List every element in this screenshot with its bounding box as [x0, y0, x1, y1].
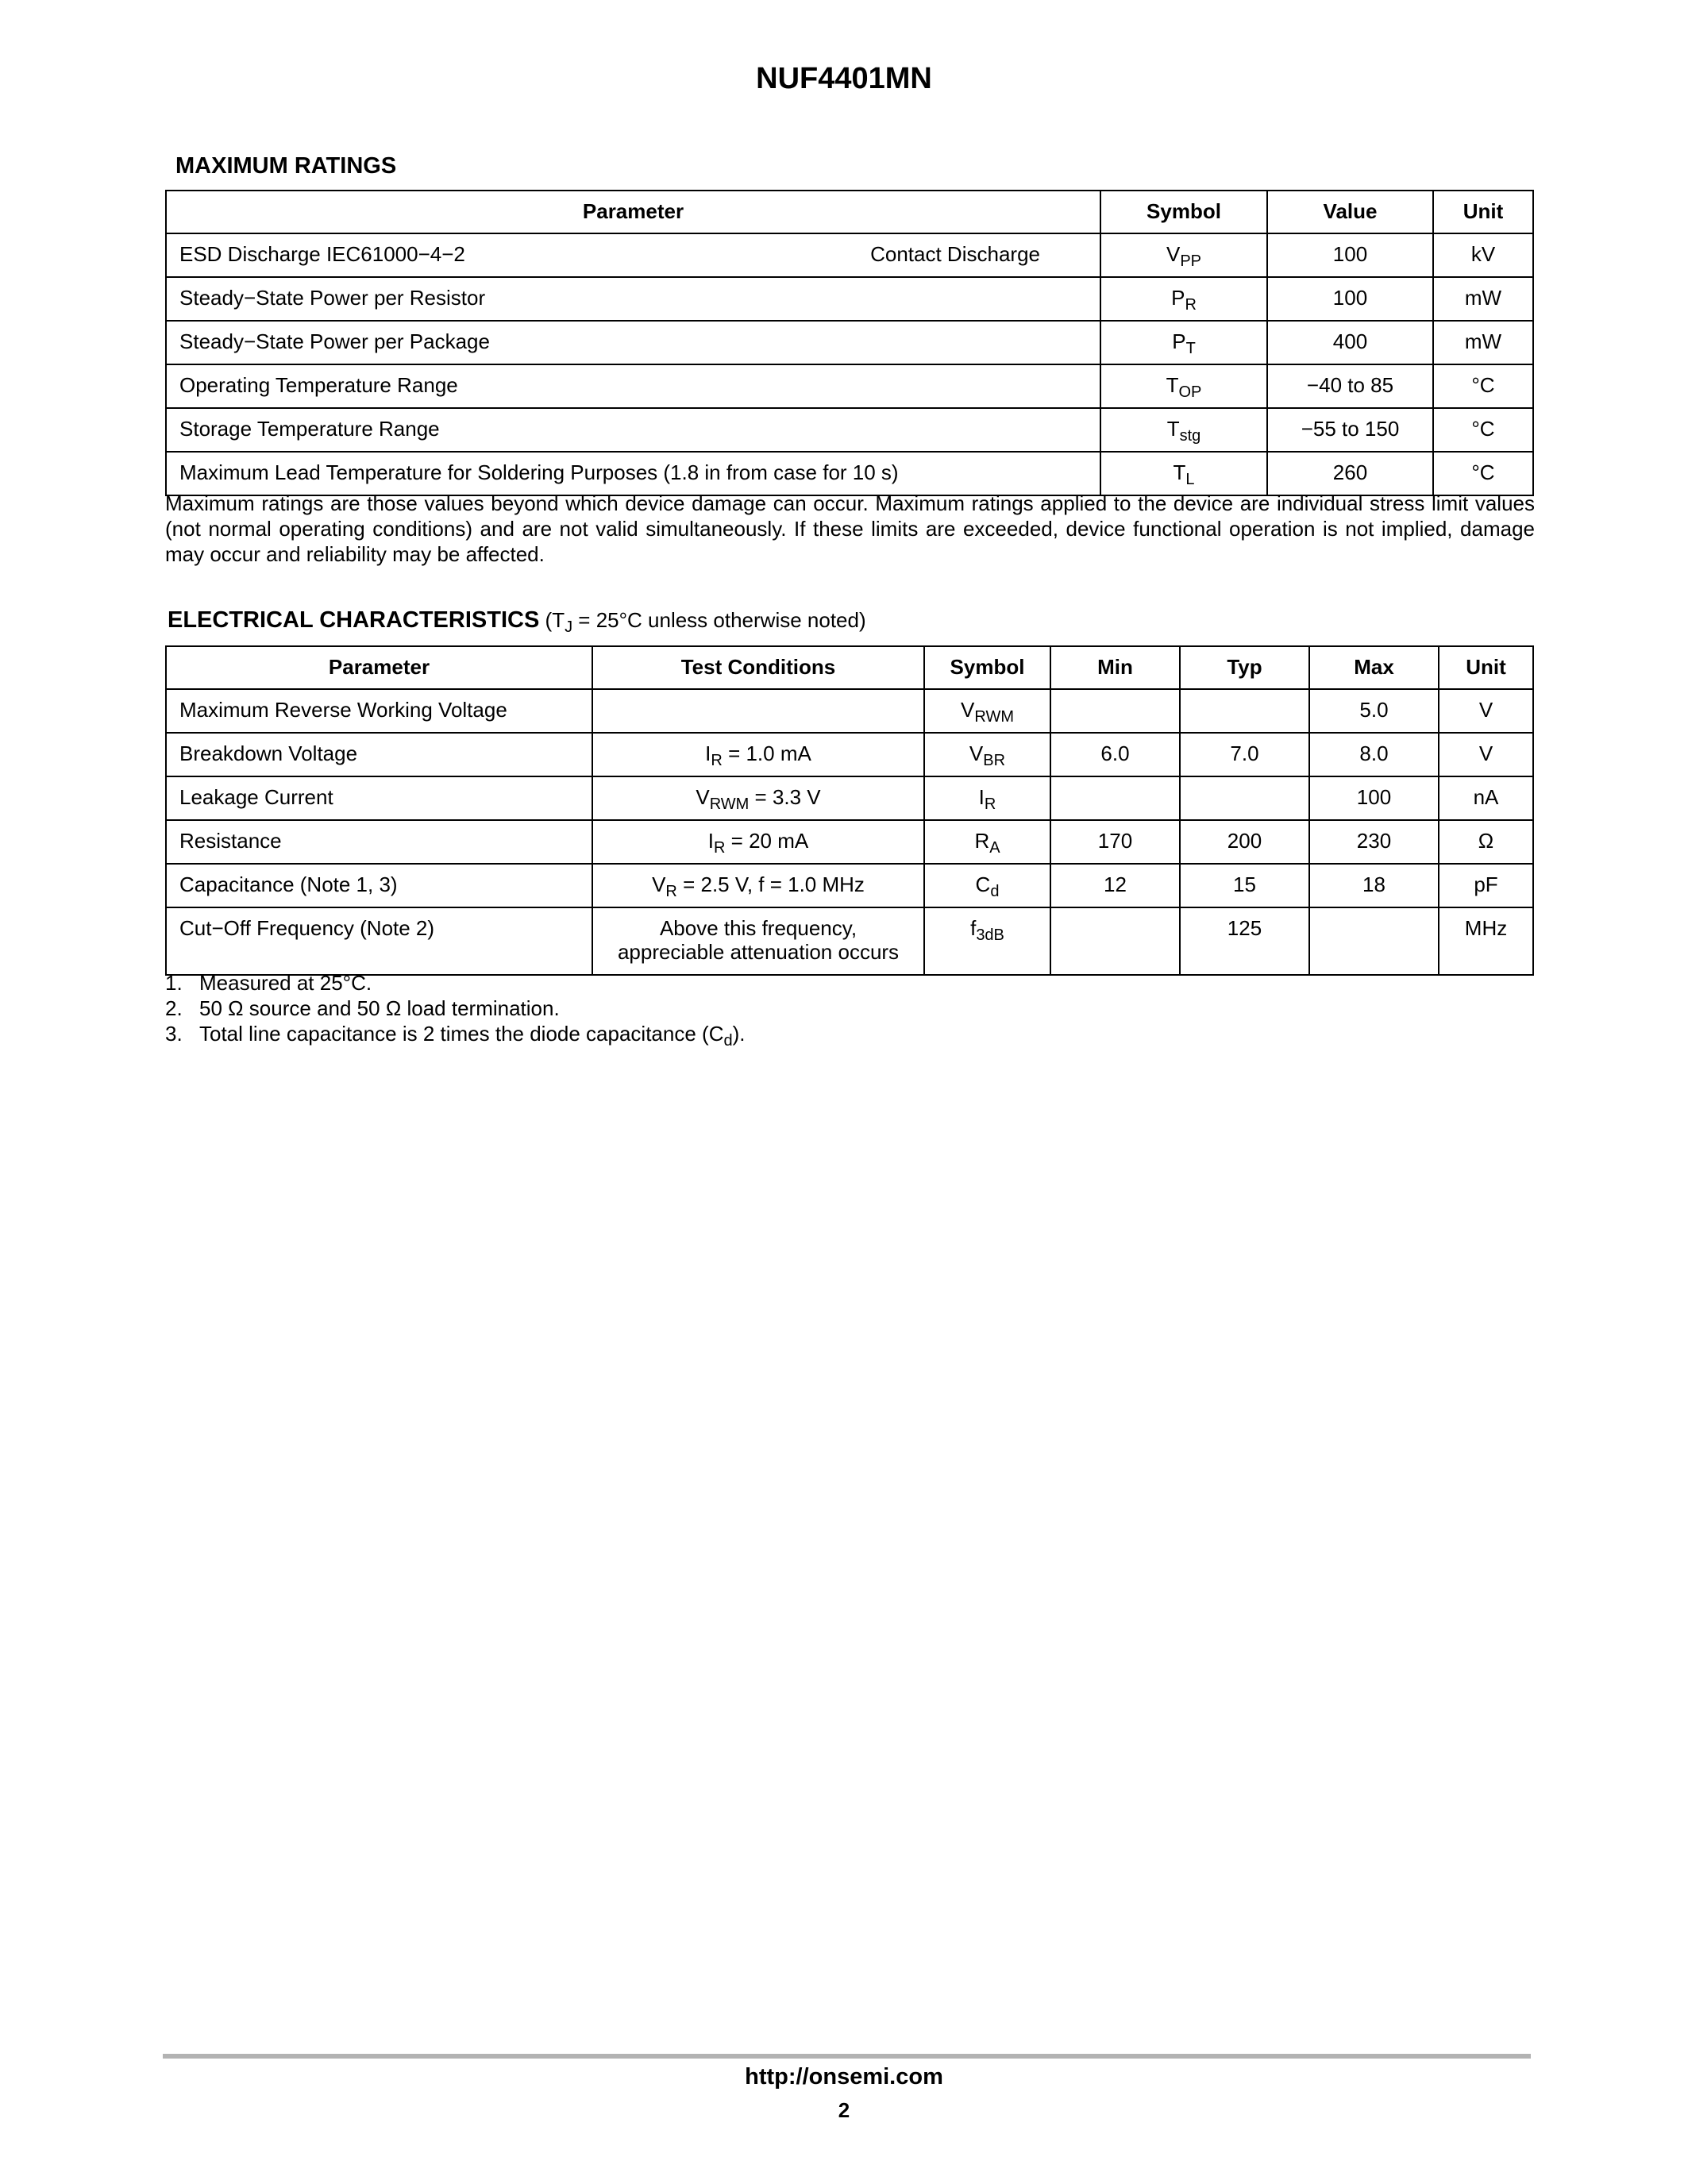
parameter-cell: Leakage Current	[166, 776, 592, 820]
unit-cell: nA	[1439, 776, 1533, 820]
symbol-text: V	[1166, 242, 1181, 266]
symbol-subscript: d	[990, 883, 1000, 900]
table-row	[166, 907, 1533, 975]
ec-heading-condition	[539, 608, 866, 636]
table-row	[166, 689, 1533, 733]
symbol-subscript: T	[1185, 340, 1196, 357]
table-header-row	[166, 191, 1533, 233]
symbol-text: I	[978, 785, 985, 809]
symbol-subscript: R	[1185, 296, 1197, 314]
typ-cell	[1180, 776, 1309, 820]
test-condition-text: = 20 mA	[725, 829, 809, 853]
electrical-characteristics-table	[165, 645, 1534, 976]
parameter-cell: Storage Temperature Range	[166, 408, 1100, 452]
max-cell: 100	[1309, 776, 1439, 820]
parameter-cell: Steady−State Power per Package	[166, 321, 1100, 364]
symbol-subscript: A	[989, 839, 1000, 857]
max-ratings-note: Maximum ratings are those values beyond which device damage can occur. Maximum ratings applied to the device are individual stress limit values (not normal operating conditions) and are not valid simultaneously. If these limits are exceeded, device functional operation is not implied, damage may occur and reliability may be affected.	[165, 491, 1535, 566]
table-row	[166, 733, 1533, 776]
symbol-text: T	[1166, 373, 1179, 397]
symbol-subscript: stg	[1179, 427, 1201, 445]
symbol-text: C	[975, 872, 991, 896]
footnote-text: Measured at 25°C.	[199, 971, 372, 995]
max-cell: 18	[1309, 864, 1439, 907]
test-condition-text: = 3.3 V	[749, 785, 821, 809]
column-header: Value	[1267, 191, 1433, 233]
symbol-text: T	[1173, 460, 1186, 484]
max-ratings-table	[165, 190, 1534, 496]
typ-cell: 125	[1180, 907, 1309, 975]
symbol-subscript: 3dB	[976, 926, 1004, 944]
test-condition-cell	[592, 864, 924, 907]
column-header: Unit	[1433, 191, 1533, 233]
parameter-cell: Steady−State Power per Resistor	[166, 277, 1100, 321]
column-header: Min	[1050, 646, 1180, 689]
footnote	[165, 996, 746, 1021]
symbol-cell	[1100, 364, 1267, 408]
unit-cell: mW	[1433, 277, 1533, 321]
page-title: NUF4401MN	[756, 62, 932, 95]
symbol-cell	[1100, 277, 1267, 321]
max-cell	[1309, 907, 1439, 975]
footnote	[165, 1021, 746, 1050]
min-cell	[1050, 689, 1180, 733]
table-row	[166, 277, 1533, 321]
symbol-cell	[924, 907, 1050, 975]
symbol-text: P	[1172, 329, 1186, 353]
unit-cell: mW	[1433, 321, 1533, 364]
unit-cell: °C	[1433, 408, 1533, 452]
parameter-text: ESD Discharge IEC61000−4−2	[179, 242, 465, 266]
parameter-cell: Resistance	[166, 820, 592, 864]
typ-cell: 200	[1180, 820, 1309, 864]
value-cell: −40 to 85	[1267, 364, 1433, 408]
test-condition-symbol: I	[705, 741, 711, 765]
test-condition-line: Above this frequency,	[659, 916, 857, 940]
max-cell: 230	[1309, 820, 1439, 864]
ec-condition-subscript: J	[565, 618, 573, 636]
table-row	[166, 820, 1533, 864]
footnote-number: 2.	[165, 996, 183, 1020]
table-row	[166, 364, 1533, 408]
unit-cell: pF	[1439, 864, 1533, 907]
test-condition-cell	[592, 733, 924, 776]
test-condition-symbol: V	[696, 785, 710, 809]
symbol-cell	[1100, 452, 1267, 495]
symbol-cell	[1100, 233, 1267, 277]
symbol-subscript: R	[984, 795, 996, 813]
parameter-cell: Operating Temperature Range	[166, 364, 1100, 408]
symbol-cell	[924, 733, 1050, 776]
table-header-row	[166, 646, 1533, 689]
test-condition-line: appreciable attenuation occurs	[617, 940, 900, 964]
parameter-cell: Maximum Reverse Working Voltage	[166, 689, 592, 733]
test-condition-cell	[592, 776, 924, 820]
footer-url[interactable]: http://onsemi.com	[745, 2064, 943, 2090]
test-condition-symbol: V	[652, 872, 666, 896]
symbol-subscript: L	[1185, 471, 1195, 488]
test-condition-subscript: R	[665, 883, 677, 900]
table-row	[166, 776, 1533, 820]
column-header: Test Conditions	[592, 646, 924, 689]
symbol-subscript: RWM	[974, 708, 1014, 726]
column-header: Typ	[1180, 646, 1309, 689]
footnotes	[165, 970, 746, 1050]
typ-cell	[1180, 689, 1309, 733]
symbol-text: V	[961, 698, 975, 722]
test-condition-cell	[592, 689, 924, 733]
symbol-cell	[1100, 321, 1267, 364]
footnote-text: Total line capacitance is 2 times the diode capacitance (C	[199, 1022, 724, 1046]
unit-cell: V	[1439, 733, 1533, 776]
test-condition-subscript: R	[714, 839, 726, 857]
value-cell: 260	[1267, 452, 1433, 495]
symbol-cell	[1100, 408, 1267, 452]
page-number: 2	[838, 2098, 850, 2122]
unit-cell: °C	[1433, 452, 1533, 495]
value-cell: −55 to 150	[1267, 408, 1433, 452]
ec-condition-text: = 25°C unless otherwise noted)	[572, 608, 866, 632]
column-header: Parameter	[166, 191, 1100, 233]
column-header: Symbol	[1100, 191, 1267, 233]
symbol-cell	[924, 864, 1050, 907]
table-row	[166, 233, 1533, 277]
value-cell: 400	[1267, 321, 1433, 364]
symbol-cell	[924, 776, 1050, 820]
symbol-cell	[924, 689, 1050, 733]
test-condition-cell	[592, 820, 924, 864]
footnote	[165, 970, 746, 996]
test-condition-text: = 2.5 V, f = 1.0 MHz	[676, 872, 865, 896]
max-cell: 5.0	[1309, 689, 1439, 733]
test-condition-subscript: RWM	[709, 795, 750, 813]
unit-cell: °C	[1433, 364, 1533, 408]
column-header: Parameter	[166, 646, 592, 689]
parameter-cell: Cut−Off Frequency (Note 2)	[166, 907, 592, 975]
column-header: Symbol	[924, 646, 1050, 689]
unit-cell: MHz	[1439, 907, 1533, 975]
symbol-subscript: OP	[1178, 383, 1202, 401]
min-cell	[1050, 776, 1180, 820]
test-condition-symbol: I	[707, 829, 714, 853]
symbol-subscript: PP	[1180, 252, 1202, 270]
symbol-subscript: BR	[983, 752, 1006, 769]
symbol-cell	[924, 820, 1050, 864]
footnote-subscript: d	[723, 1032, 733, 1050]
table-row	[166, 452, 1533, 495]
max-ratings-heading: MAXIMUM RATINGS	[175, 153, 397, 179]
unit-cell: Ω	[1439, 820, 1533, 864]
ec-condition-prefix: (T	[539, 608, 565, 632]
column-header: Unit	[1439, 646, 1533, 689]
symbol-text: R	[974, 829, 990, 853]
min-cell	[1050, 907, 1180, 975]
unit-cell: V	[1439, 689, 1533, 733]
symbol-text: V	[969, 741, 984, 765]
parameter-cell: Capacitance (Note 1, 3)	[166, 864, 592, 907]
test-condition-subscript: R	[711, 752, 723, 769]
value-cell: 100	[1267, 233, 1433, 277]
test-condition-cell	[592, 907, 924, 975]
column-header: Max	[1309, 646, 1439, 689]
footnote-number: 3.	[165, 1022, 183, 1046]
table-row	[166, 864, 1533, 907]
footer-divider	[163, 2054, 1531, 2059]
symbol-text: f	[970, 916, 977, 940]
footnote-text: 50 Ω source and 50 Ω load termination.	[199, 996, 560, 1020]
parameter-cell: Breakdown Voltage	[166, 733, 592, 776]
min-cell: 6.0	[1050, 733, 1180, 776]
parameter-cell	[166, 233, 1100, 277]
footnote-number: 1.	[165, 971, 183, 995]
ec-heading-title: ELECTRICAL CHARACTERISTICS	[168, 607, 540, 633]
unit-cell: kV	[1433, 233, 1533, 277]
typ-cell: 15	[1180, 864, 1309, 907]
min-cell: 12	[1050, 864, 1180, 907]
value-cell: 100	[1267, 277, 1433, 321]
min-cell: 170	[1050, 820, 1180, 864]
table-row	[166, 408, 1533, 452]
max-cell: 8.0	[1309, 733, 1439, 776]
condition-text: Contact Discharge	[870, 242, 1040, 266]
symbol-text: P	[1171, 286, 1185, 310]
table-row	[166, 321, 1533, 364]
parameter-cell: Maximum Lead Temperature for Soldering Purposes (1.8 in from case for 10 s)	[166, 452, 1100, 495]
footnote-tail: ).	[732, 1022, 746, 1046]
electrical-characteristics-heading	[168, 607, 866, 634]
typ-cell: 7.0	[1180, 733, 1309, 776]
symbol-text: T	[1166, 417, 1180, 441]
test-condition-text: = 1.0 mA	[722, 741, 811, 765]
